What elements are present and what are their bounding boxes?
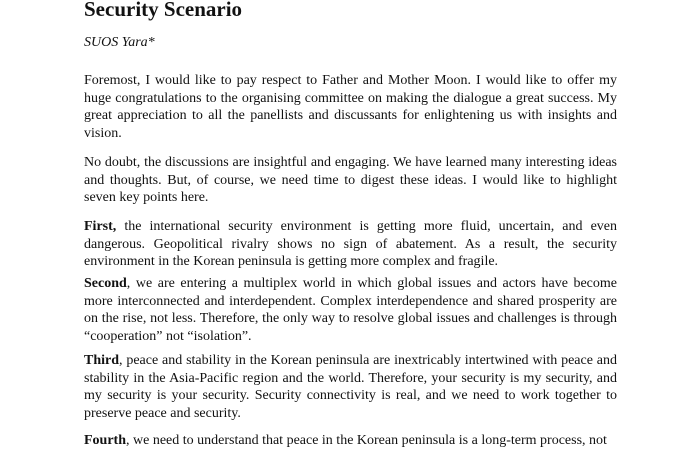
paragraph-opening	[84, 72, 617, 142]
paragraph-text: , peace and stability in the Korean peninsula are inextricably intertwined with peace and stability in the Asia-Pacific region and the world. Therefore, your security is my security, and my security is your security. Security connectivity is real, and we need to work together to preserve peace and security.	[84, 353, 617, 421]
paragraph-text: No doubt, the discussions are insightful and engaging. We have learned many interesting ideas and thoughts. But, of course, we need time to digest these ideas. I would like to highlight seven key points here.	[84, 155, 617, 205]
paragraph-text: , we need to understand that peace in the Korean peninsula is a long-term process, not	[126, 433, 607, 448]
paragraph-lead: Third	[84, 353, 120, 368]
paragraph-intro	[84, 154, 617, 207]
author-name: SUOS Yara*	[84, 35, 155, 50]
paragraph-first-point	[84, 218, 617, 271]
paragraph-lead: Fourth	[84, 433, 126, 448]
paragraph-lead: First,	[84, 219, 117, 234]
paragraph-text: Foremost, I would like to pay respect to Father and Mother Moon. I would like to offer my huge congratulations to the organising committee on making the dialogue a great success. My great appreciation to all the panellists and discussants for enlightening us with insights and vision.	[84, 73, 617, 141]
paragraph-third-point	[84, 352, 617, 422]
page-title: Security Scenario	[84, 0, 243, 21]
paragraph-text: , we are entering a multiplex world in which global issues and actors have become more interconnected and interdependent. Complex interdependence and shared prosperity are on the rise, not less. Therefore, the only way to resolve global issues and challenges is through “cooperation” not “isolation”.	[84, 276, 617, 344]
paragraph-lead: Second	[84, 276, 127, 291]
paragraph-text: the international security environment is getting more fluid, uncertain, and even dangerous. Geopolitical rivalry shows no sign of abatement. As a result, the security environment in the Korean peninsula is getting more complex and fragile.	[84, 219, 617, 269]
paragraph-second-point	[84, 275, 617, 345]
paragraph-fourth-point	[84, 432, 617, 450]
